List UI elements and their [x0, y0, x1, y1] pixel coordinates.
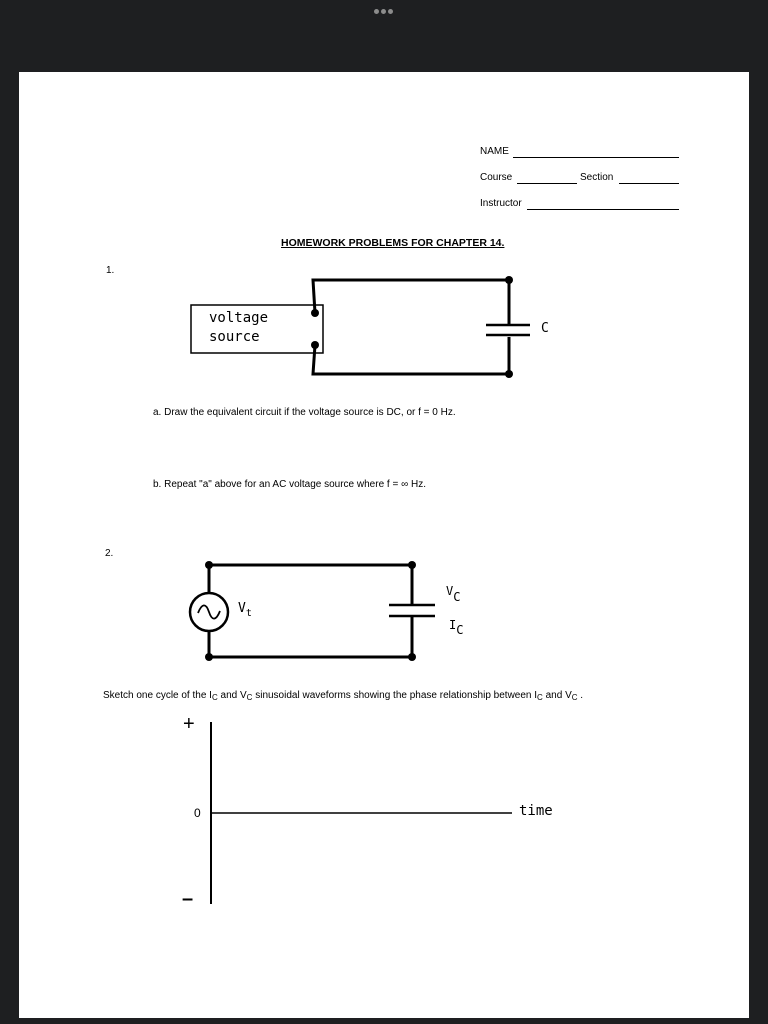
vc-main: V: [446, 584, 454, 598]
vt-main: V: [238, 601, 246, 616]
instr-sub: C: [537, 693, 543, 702]
problem-1-part-a: a. Draw the equivalent circuit if the voltage source is DC, or f = 0 Hz.: [153, 407, 456, 418]
course-label: Course: [480, 172, 513, 183]
problem-2-number: 2.: [105, 548, 114, 559]
instr-part: Sketch one cycle of the I: [103, 690, 212, 701]
waveform-axes: [19, 72, 749, 1018]
problem-1-number: 1.: [106, 265, 115, 276]
capacitor-label: C: [541, 321, 549, 336]
ellipsis-icon[interactable]: [374, 9, 394, 15]
voltage-source-label-1: voltage: [209, 310, 269, 326]
instr-part: and V: [542, 690, 572, 701]
ic-main: I: [449, 618, 457, 632]
instr-sub: C: [211, 693, 218, 702]
section-label: Section: [580, 172, 614, 183]
instructor-label: Instructor: [480, 198, 522, 209]
instr-part: .: [577, 690, 584, 701]
zero-label: 0: [194, 806, 201, 820]
vt-sub: t: [245, 608, 252, 619]
voltage-source-label-2: source: [209, 329, 260, 345]
vc-sub: C: [453, 590, 461, 604]
minus-label: –: [182, 888, 194, 910]
document-page: [19, 72, 749, 1018]
ic-sub: C: [456, 623, 464, 637]
problem-1-part-b: b. Repeat "a" above for an AC voltage source where f = ∞ Hz.: [153, 479, 426, 490]
instr-sub: C: [571, 693, 578, 702]
plus-label: +: [183, 713, 195, 735]
page-title: HOMEWORK PROBLEMS FOR CHAPTER 14.: [281, 237, 505, 249]
name-label: NAME: [480, 146, 509, 157]
time-label: time: [519, 803, 553, 819]
instr-part: sinusoidal waveforms showing the phase relationship between I: [252, 690, 538, 701]
instr-sub: C: [246, 693, 253, 702]
instr-part: and V: [217, 690, 247, 701]
viewer-top-bar: [0, 0, 768, 72]
